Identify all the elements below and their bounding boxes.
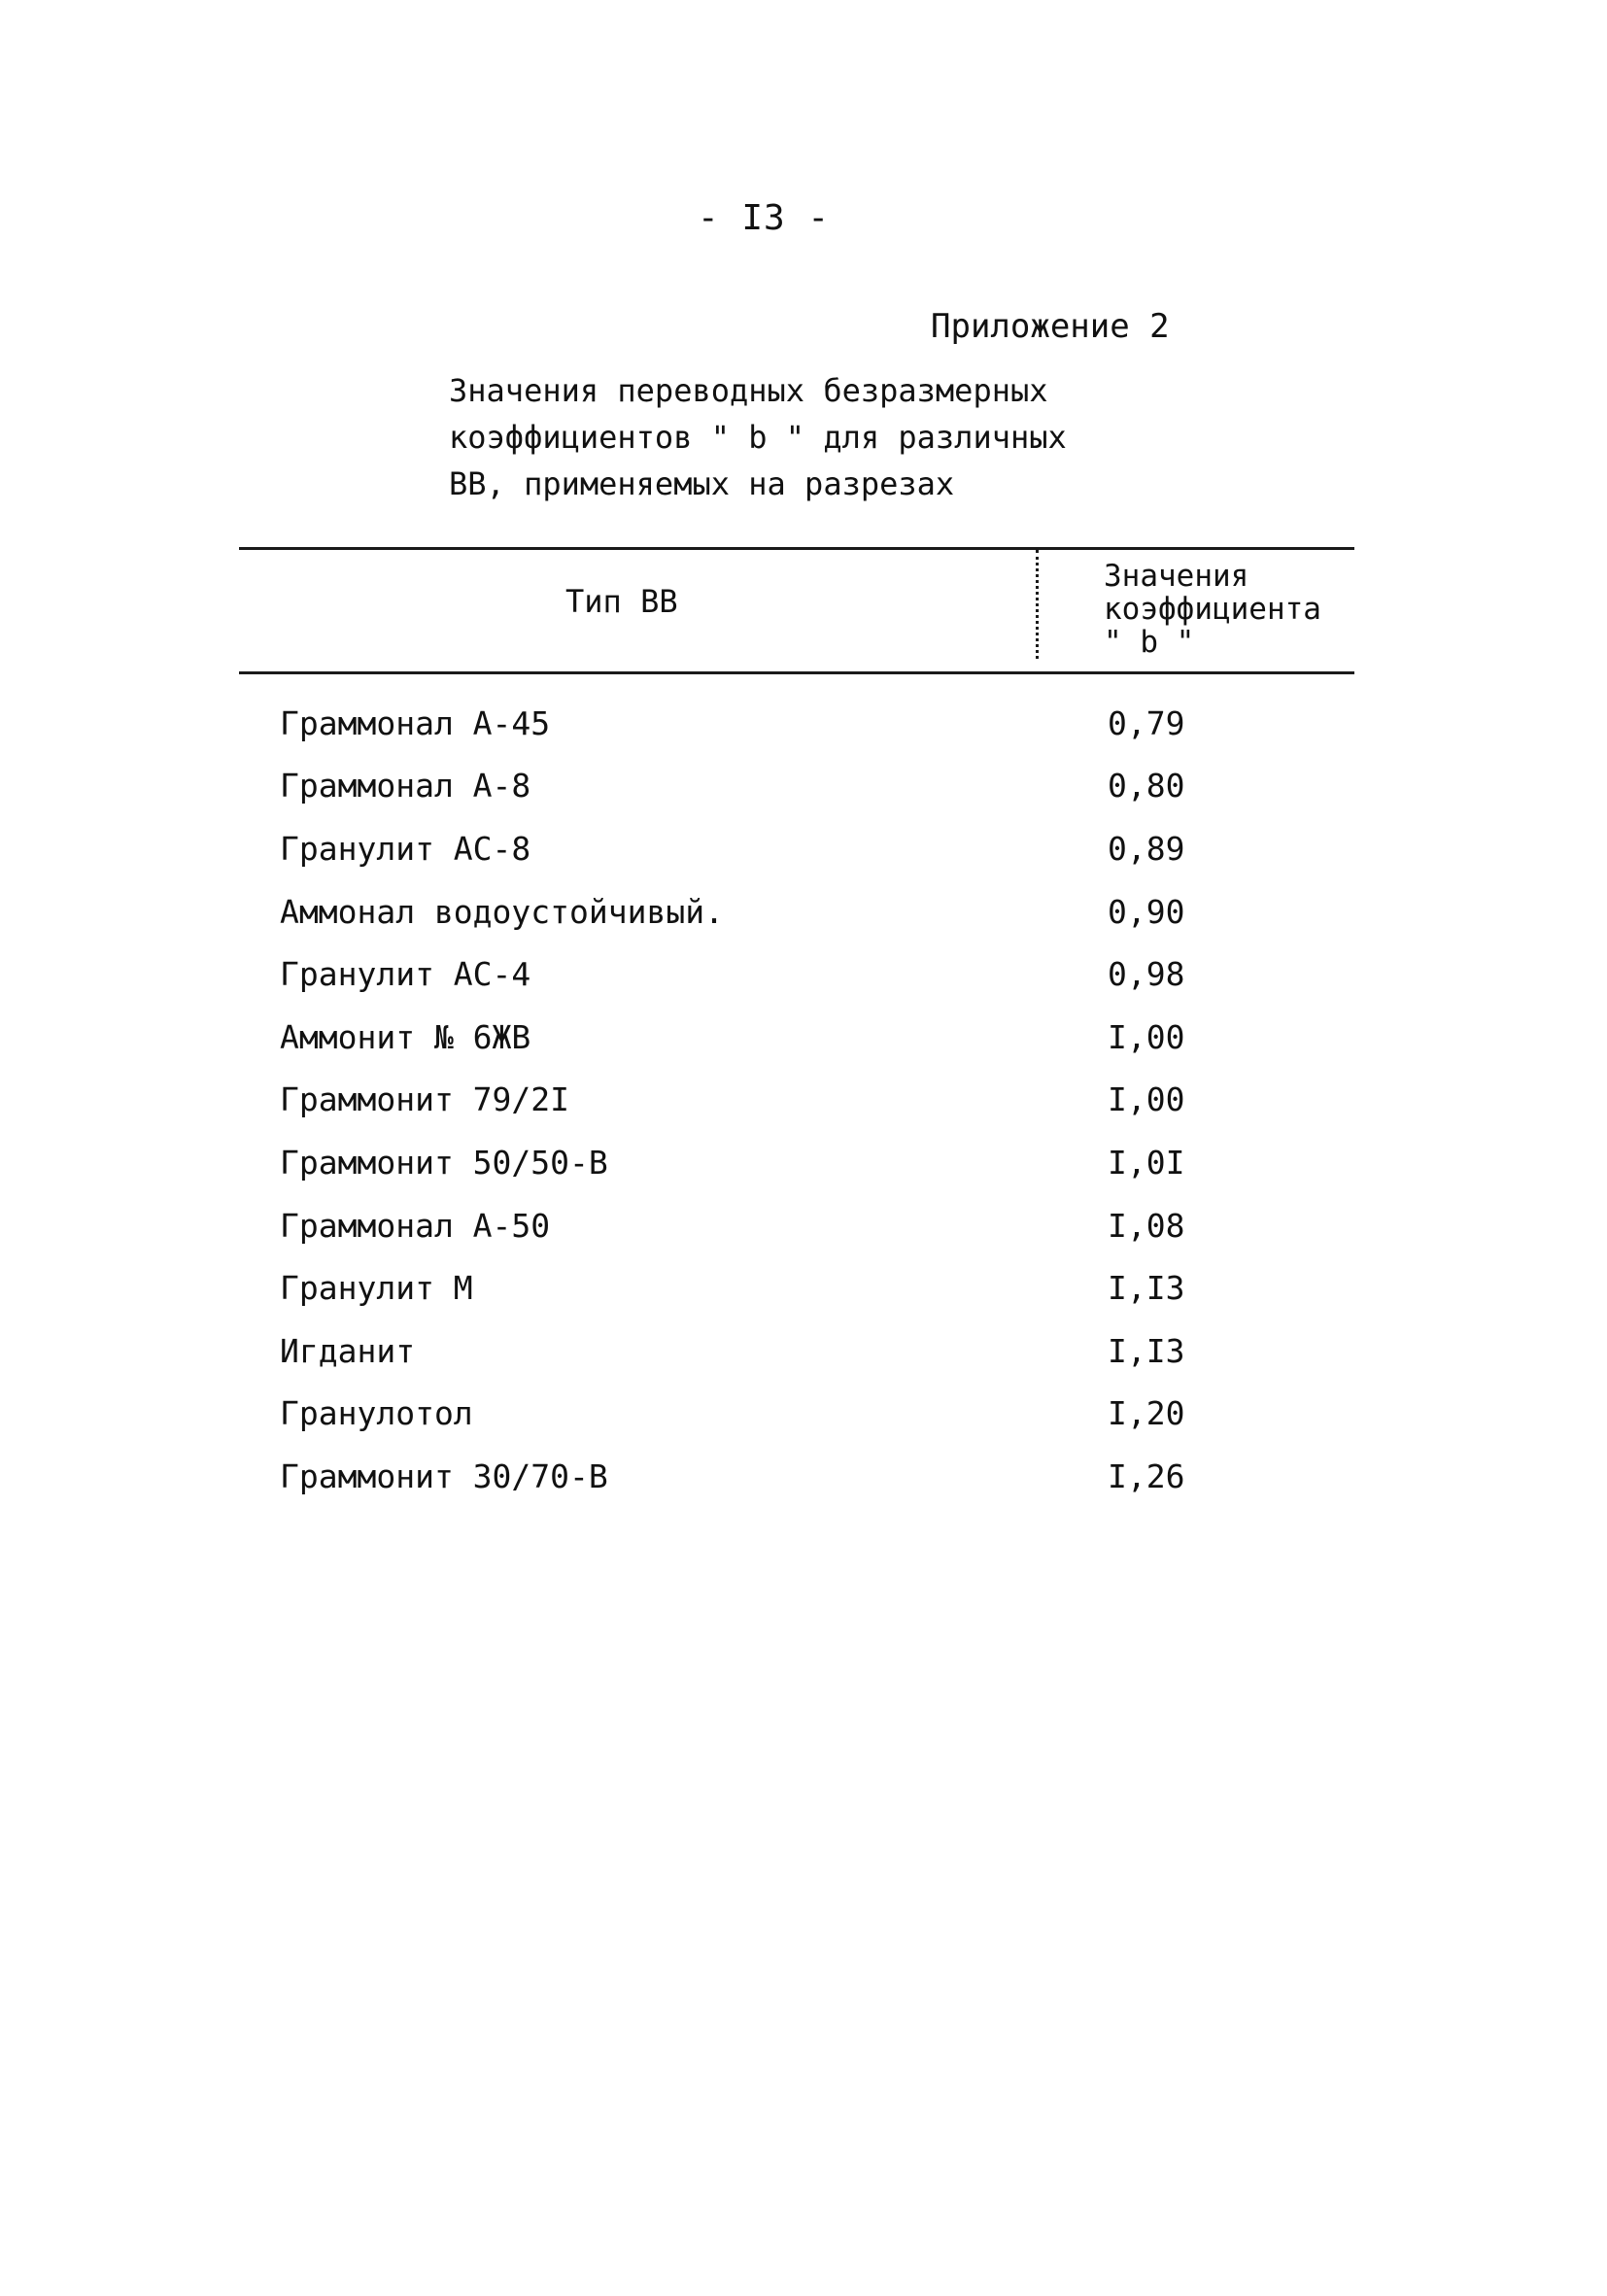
header-value-line: коэффициента <box>1104 592 1321 627</box>
coefficient-value: I,00 <box>1108 1017 1185 1056</box>
table-row <box>280 817 1290 880</box>
table-row <box>280 880 1290 943</box>
table-row <box>280 755 1290 818</box>
explosive-type: Гранулотол <box>280 1394 473 1433</box>
table-header-rule <box>239 671 1354 674</box>
table-row <box>280 942 1290 1006</box>
explosive-type: Гранулит АС-4 <box>280 955 531 994</box>
explosive-type: Аммонал водоустойчивый. <box>280 892 724 931</box>
table-row <box>280 1131 1290 1194</box>
coefficient-value: I,0I <box>1108 1143 1185 1182</box>
header-value-line: " b " <box>1104 625 1195 660</box>
header-column-divider <box>1036 550 1039 659</box>
table-body <box>280 692 1290 1508</box>
table-row <box>280 1006 1290 1069</box>
table-caption <box>449 367 1187 507</box>
table-row <box>280 692 1290 755</box>
coefficient-value: I,08 <box>1108 1206 1185 1245</box>
coefficient-value: 0,90 <box>1108 892 1185 931</box>
coefficient-value: 0,89 <box>1108 829 1185 868</box>
coefficient-value: I,20 <box>1108 1394 1185 1433</box>
explosive-type: Гранулит М <box>280 1269 473 1308</box>
coefficient-value: 0,98 <box>1108 955 1185 994</box>
coefficient-value: I,26 <box>1108 1456 1185 1495</box>
column-header-value <box>1104 560 1321 659</box>
caption-line: коэффициентов " b " для различных <box>449 419 1067 456</box>
table-row <box>280 1319 1290 1383</box>
table-row <box>280 1445 1290 1508</box>
explosive-type: Граммонал А-45 <box>280 703 551 742</box>
table-top-rule <box>239 547 1354 550</box>
caption-line: ВВ, применяемых на разрезах <box>449 465 955 502</box>
explosive-type: Граммонит 50/50-В <box>280 1143 608 1182</box>
appendix-label: Приложение 2 <box>931 307 1170 346</box>
explosive-type: Гранулит АС-8 <box>280 829 531 868</box>
coefficient-value: I,00 <box>1108 1080 1185 1119</box>
table-row <box>280 1069 1290 1132</box>
column-header-type: Тип ВВ <box>565 583 678 620</box>
explosive-type: Граммонал А-50 <box>280 1206 551 1245</box>
coefficient-value: 0,80 <box>1108 767 1185 805</box>
table-row <box>280 1383 1290 1446</box>
explosive-type: Граммонит 79/2I <box>280 1080 570 1119</box>
explosive-type: Граммонал А-8 <box>280 767 531 805</box>
header-value-line: Значения <box>1104 559 1249 594</box>
table-row <box>280 1256 1290 1319</box>
page-number: - I3 - <box>698 198 831 238</box>
explosive-type: Граммонит 30/70-В <box>280 1456 608 1495</box>
explosive-type: Игданит <box>280 1331 416 1370</box>
coefficient-value: I,I3 <box>1108 1269 1185 1308</box>
explosive-type: Аммонит № 6ЖВ <box>280 1017 531 1056</box>
coefficient-value: I,I3 <box>1108 1331 1185 1370</box>
coefficient-value: 0,79 <box>1108 703 1185 742</box>
caption-line: Значения переводных безразмерных <box>449 372 1048 409</box>
table-row <box>280 1194 1290 1257</box>
